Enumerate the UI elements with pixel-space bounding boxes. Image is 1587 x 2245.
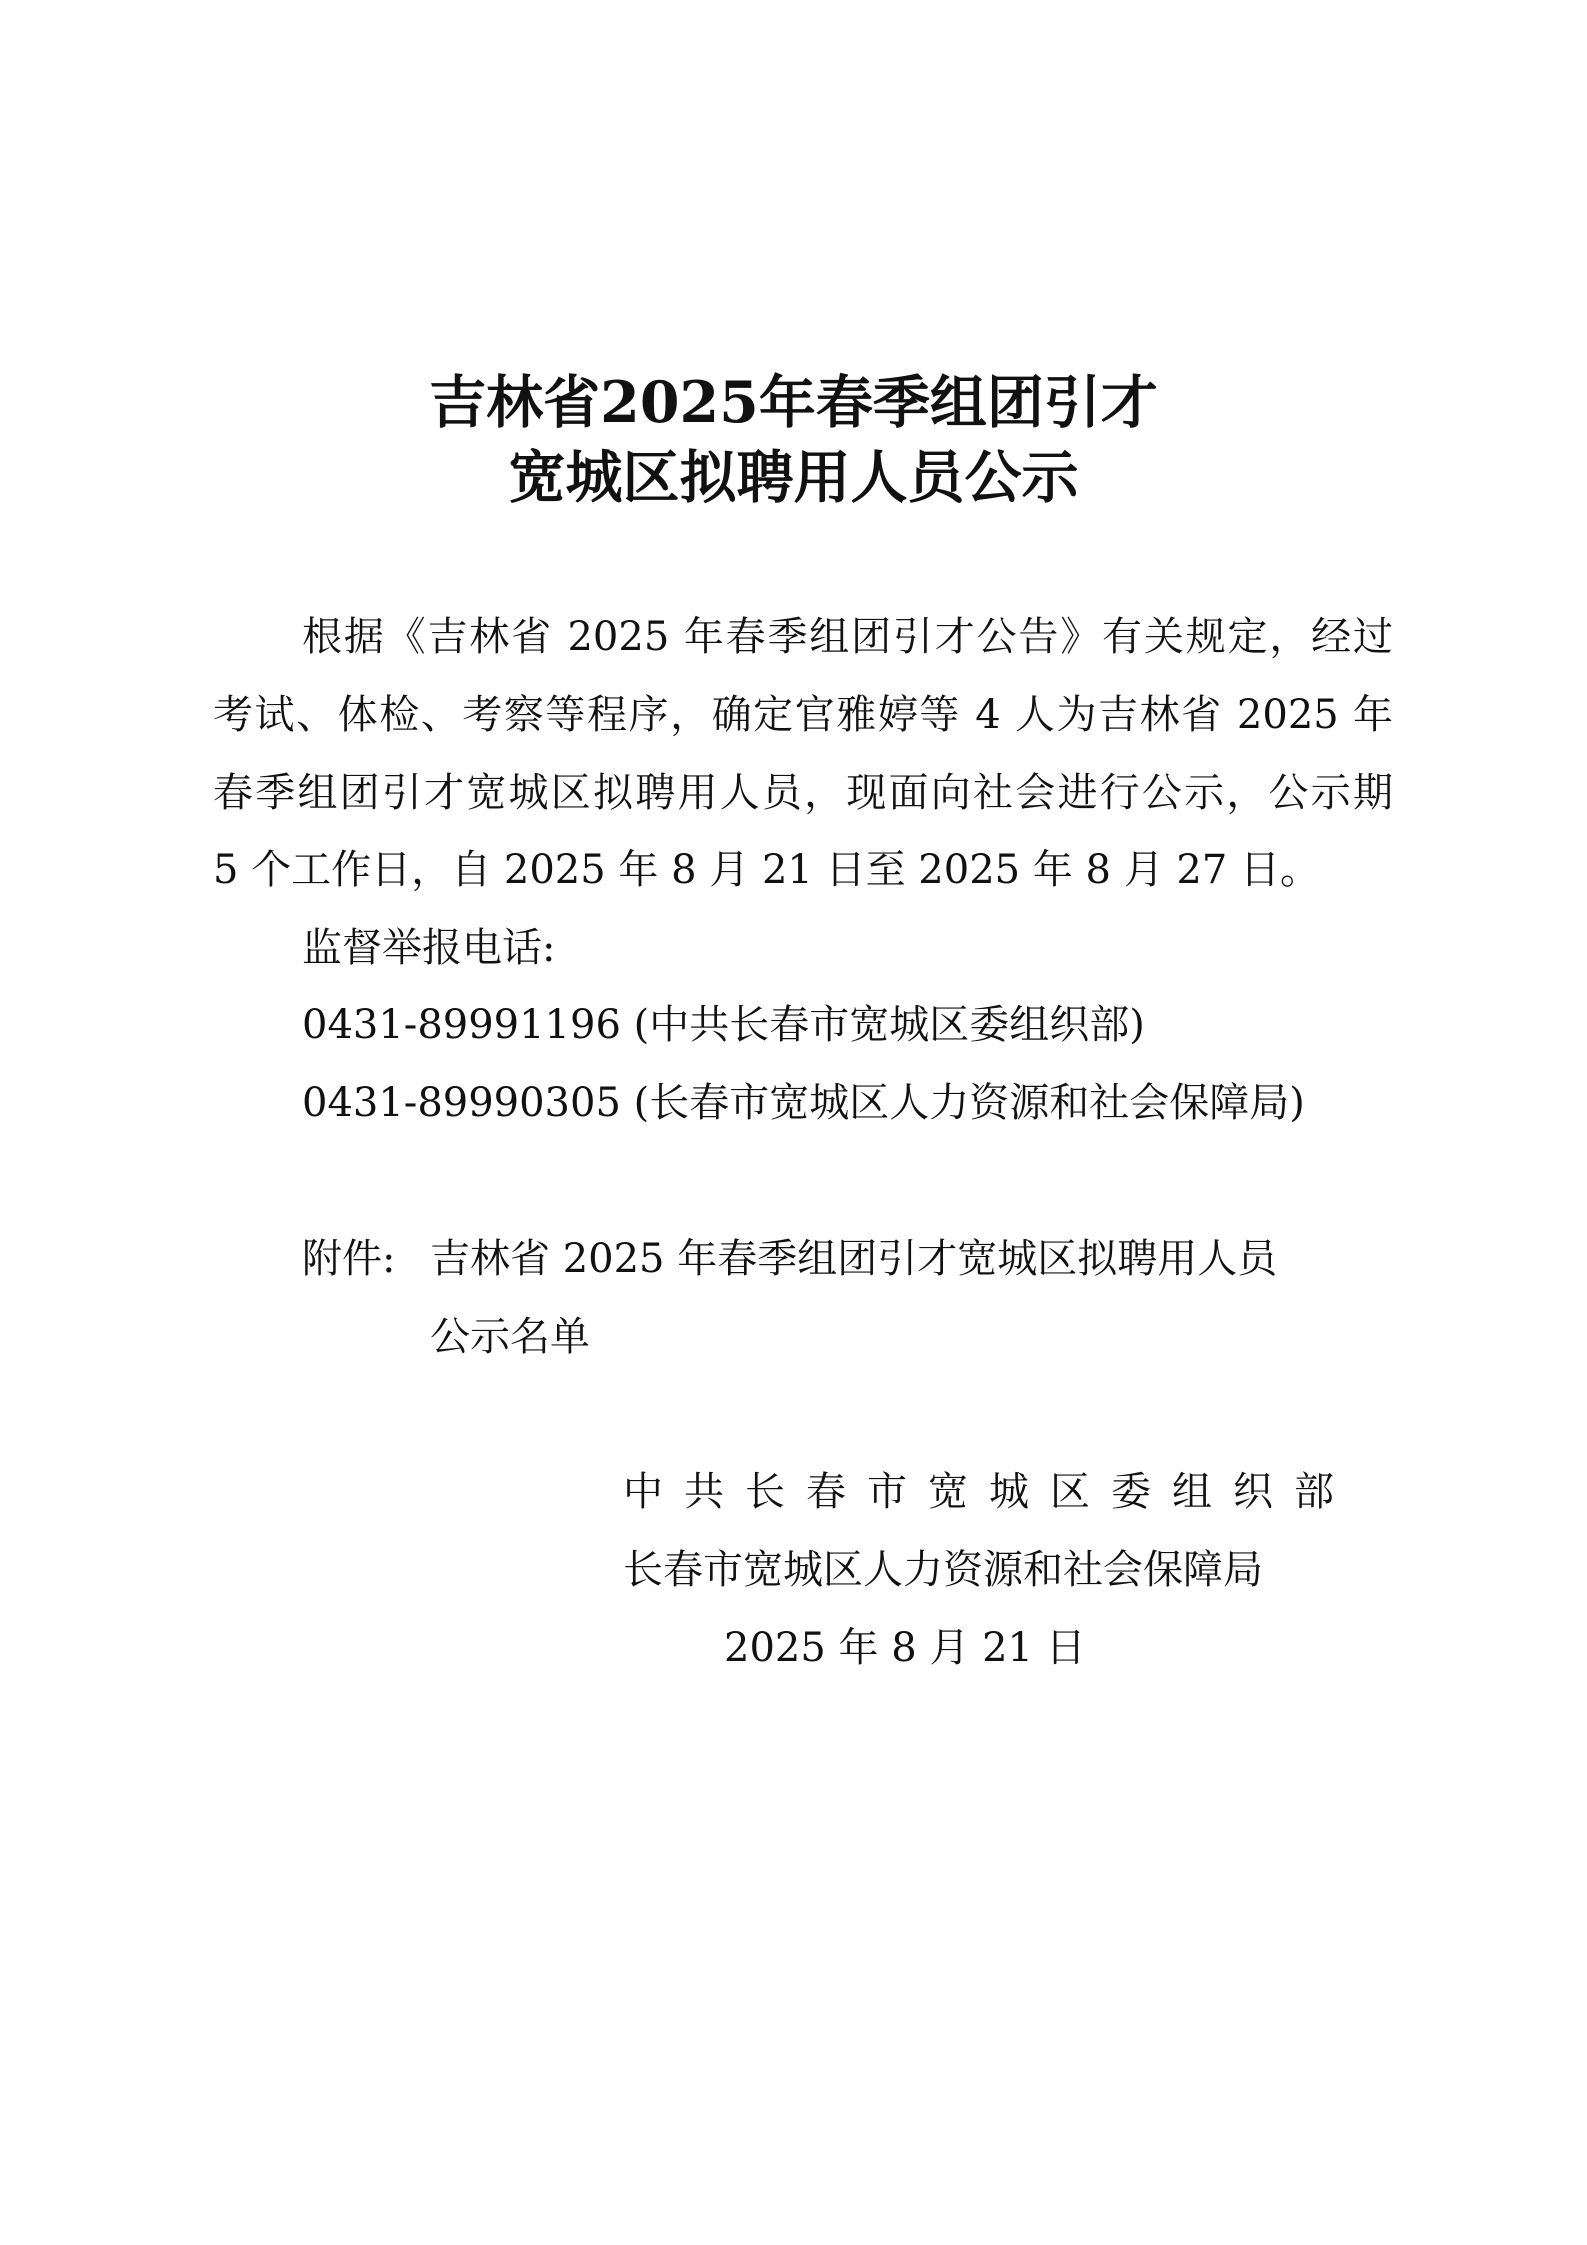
body-paragraph-line2: 考试、体检、考察等程序，确定官雅婷等 4 人为吉林省 2025 年	[213, 692, 1393, 738]
supervision-phone-2: 0431-89990305 (长春市宽城区人力资源和社会保障局)	[302, 1080, 1305, 1126]
supervision-phone-1: 0431-89991196 (中共长春市宽城区委组织部)	[302, 1002, 1145, 1048]
attachment-text-line1: 吉林省 2025 年春季组团引才宽城区拟聘用人员	[430, 1236, 1278, 1282]
body-paragraph-line3: 春季组团引才宽城区拟聘用人员，现面向社会进行公示，公示期	[213, 770, 1393, 816]
attachment-text-line2: 公示名单	[430, 1314, 590, 1360]
document-title-line2: 宽城区拟聘用人员公示	[508, 444, 1079, 511]
attachment-label: 附件:	[302, 1236, 396, 1282]
body-paragraph-line1: 根据《吉林省 2025 年春季组团引才公告》有关规定，经过	[302, 614, 1393, 660]
document-title-line1: 吉林省2025年春季组团引才	[429, 369, 1158, 436]
signature-org-1: 中共长春市宽城区委组织部	[623, 1469, 1355, 1515]
signature-org-2: 长春市宽城区人力资源和社会保障局	[623, 1547, 1263, 1593]
body-paragraph-line4: 5 个工作日，自 2025 年 8 月 21 日至 2025 年 8 月 27 日。	[213, 847, 1321, 893]
supervision-label: 监督举报电话:	[302, 925, 556, 971]
signature-date: 2025 年 8 月 21 日	[724, 1625, 1086, 1671]
